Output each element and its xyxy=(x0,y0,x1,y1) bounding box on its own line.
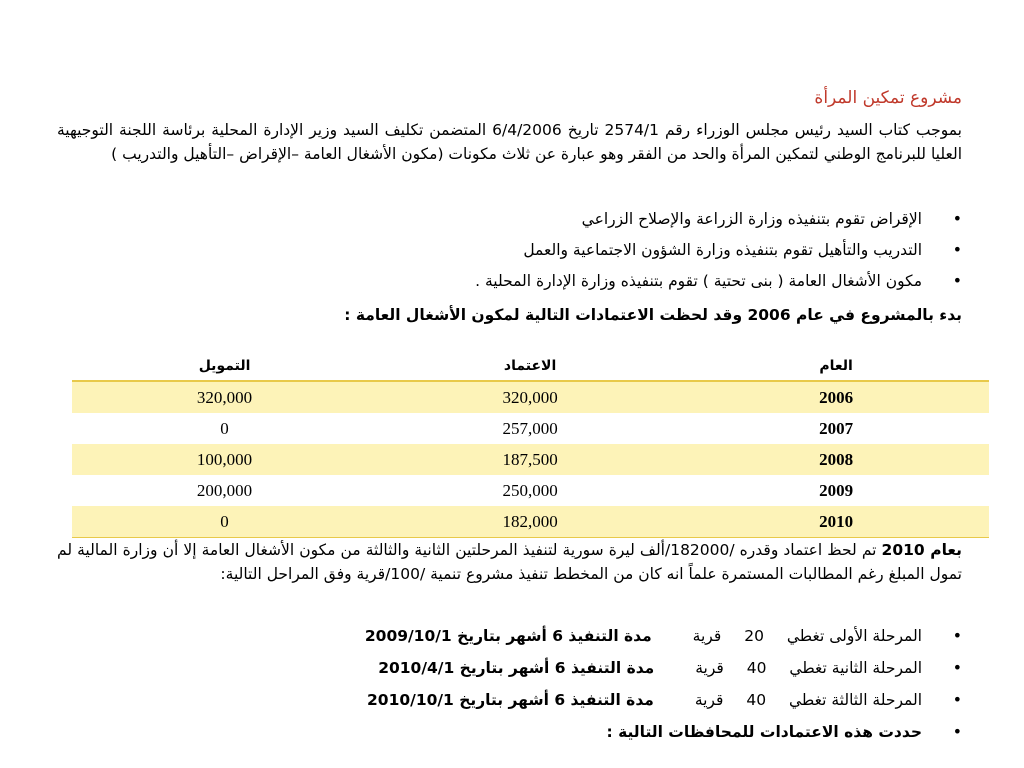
intro-paragraph: بموجب كتاب السيد رئيس مجلس الوزراء رقم 2574/1 تاريخ 6/4/2006 المتضمن تكليف السيد وزير الإدارة المحلية برئاسة اللجنة التوجيهية العليا للبرنامج الوطني لتمكين المرأة والحد من الفقر وهو عبارة عن ثلاث مكونات (مكون الأشغال العامة –الإقراض –التأهيل والتدريب ) xyxy=(57,121,962,163)
header-year: العام xyxy=(683,352,989,381)
paragraph-lead: بعام 2010 xyxy=(881,541,962,559)
phase-label: المرحلة الثالثة تغطي xyxy=(789,691,922,709)
phase-duration: مدة التنفيذ 6 أشهر بتاريخ 2010/4/1 xyxy=(378,659,655,677)
phase-unit: قرية xyxy=(694,691,724,709)
list-item xyxy=(62,718,962,750)
table-row xyxy=(72,381,989,413)
cell-year: 2007 xyxy=(819,418,854,438)
list-item: • التدريب والتأهيل تقوم بتنفيذه وزارة الشؤون الاجتماعية والعمل xyxy=(62,237,962,268)
cell-year: 2010 xyxy=(683,506,989,538)
list-item xyxy=(62,686,962,718)
phase-count: 40 xyxy=(746,691,767,709)
table-row xyxy=(72,413,989,444)
phases-list xyxy=(62,622,962,750)
cell-appropriation: 320,000 xyxy=(377,381,683,413)
phase-count: 40 xyxy=(746,659,767,677)
phase-unit: قرية xyxy=(692,627,722,645)
project-start-line: بدء بالمشروع في عام 2006 وقد لحظت الاعتمادات التالية لمكون الأشغال العامة : xyxy=(344,306,962,324)
list-item: • الإقراض تقوم بتنفيذه وزارة الزراعة والإصلاح الزراعي xyxy=(62,206,962,237)
phase-label: المرحلة الثانية تغطي xyxy=(789,659,922,677)
components-list xyxy=(62,206,962,299)
phase-duration: مدة التنفيذ 6 أشهر بتاريخ 2010/10/1 xyxy=(367,691,654,709)
funding-status-paragraph xyxy=(57,538,962,586)
funding-table xyxy=(72,352,989,538)
cell-year: 2009 xyxy=(819,480,854,500)
table-row xyxy=(72,475,989,506)
list-item xyxy=(62,622,962,654)
phase-duration: مدة التنفيذ 6 أشهر بتاريخ 2009/10/1 xyxy=(364,627,652,645)
cell-funding: 320,000 xyxy=(72,381,377,413)
cell-funding: 100,000 xyxy=(72,444,377,475)
header-funding: التمويل xyxy=(72,352,377,381)
paragraph-body: تم لحظ اعتماد وقدره /182000/ألف ليرة سورية لتنفيذ المرحلتين الثانية والثالثة من مكون الأشغال العامة إلا أن وزارة المالية لم تمول المبلغ رغم المطالبات المستمرة علماً انه كان من المخطط تنفيذ مشروع تنمية /100/قرية وفق المراحل التالية: xyxy=(57,541,962,583)
phase-unit: قرية xyxy=(695,659,724,677)
cell-appropriation: 187,500 xyxy=(377,444,683,475)
phase-count: 20 xyxy=(744,627,764,645)
table-row xyxy=(72,506,989,538)
cell-funding: 0 xyxy=(220,418,229,438)
document-title: مشروع تمكين المرأة xyxy=(814,88,962,108)
cell-year: 2006 xyxy=(683,381,989,413)
cell-funding: 200,000 xyxy=(196,480,253,500)
header-appropriation: الاعتماد xyxy=(377,352,683,381)
governorates-note: حددت هذه الاعتمادات للمحافظات التالية : xyxy=(606,723,922,741)
cell-appropriation: 250,000 xyxy=(502,480,558,500)
phase-label: المرحلة الأولى تغطي xyxy=(786,627,922,645)
list-item: • مكون الأشغال العامة ( بنى تحتية ) تقوم بتنفيذه وزارة الإدارة المحلية . xyxy=(62,268,962,299)
cell-appropriation: 257,000 xyxy=(502,418,558,438)
cell-year: 2008 xyxy=(683,444,989,475)
table-row xyxy=(72,444,989,475)
cell-appropriation: 182,000 xyxy=(377,506,683,538)
cell-funding: 0 xyxy=(72,506,377,538)
table-header-row xyxy=(72,352,989,381)
list-item xyxy=(62,654,962,686)
